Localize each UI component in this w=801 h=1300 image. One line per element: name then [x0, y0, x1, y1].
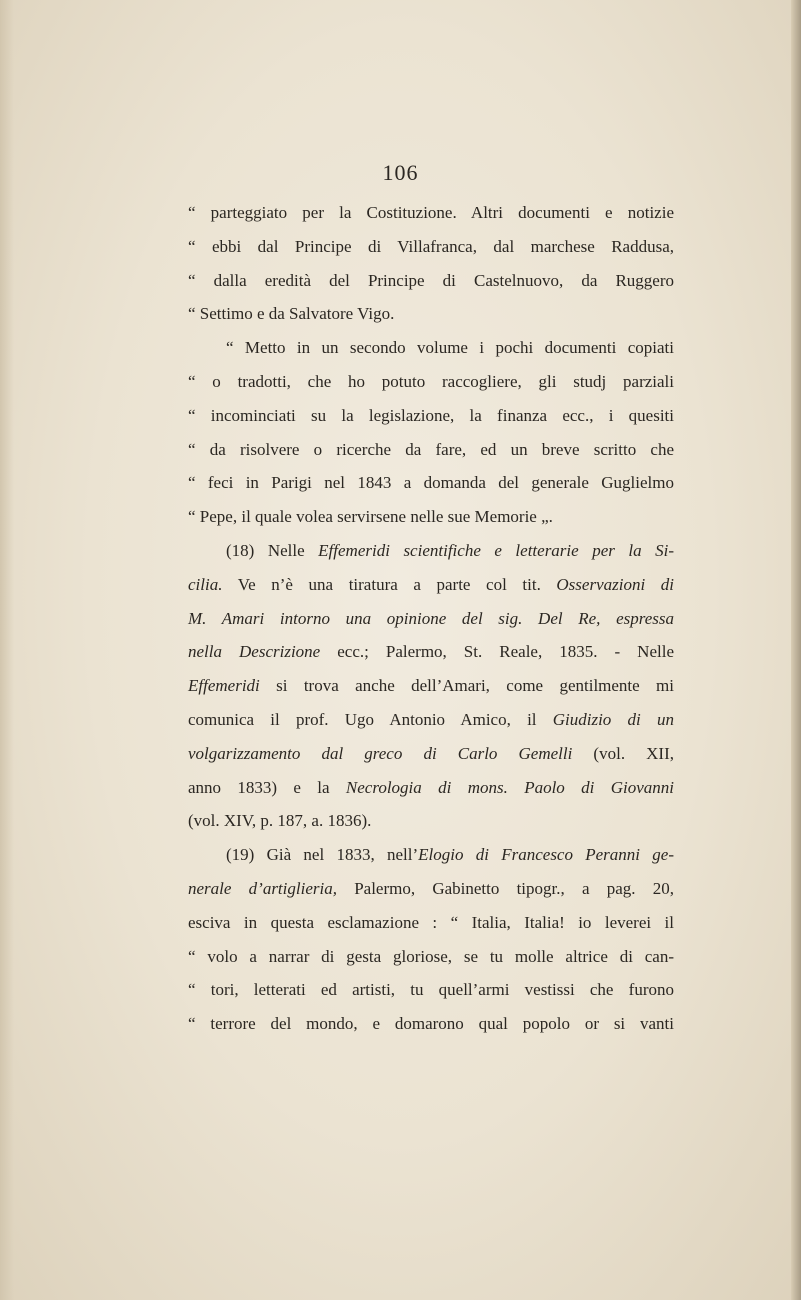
text-line	[188, 500, 674, 534]
italic-text: nella Descrizione	[188, 642, 321, 662]
text-line	[188, 737, 674, 771]
text-line	[188, 906, 674, 940]
roman-text: (19) Già nel 1833, nell’	[226, 845, 419, 865]
text-line	[188, 771, 674, 805]
text-line	[188, 331, 674, 365]
text-line	[188, 534, 674, 568]
text-line	[188, 433, 674, 467]
text-line	[188, 872, 674, 906]
roman-text: Palermo, Gabinetto tipogr., a pag. 20,	[336, 878, 675, 898]
italic-text: cilia.	[188, 574, 223, 594]
text-line	[188, 1007, 674, 1041]
text-line	[188, 568, 674, 602]
roman-text: “ dalla eredità del Principe di Castelnuovo, da Ruggero	[188, 270, 674, 290]
text-line	[188, 940, 674, 974]
italic-text: Effemeridi	[188, 676, 260, 696]
roman-text: “ da risolvere o ricerche da fare, ed un breve scritto che	[188, 439, 674, 459]
roman-text: “ Settimo e da Salvatore Vigo.	[188, 304, 395, 324]
roman-text: (vol. XIV, p. 187, a. 1836).	[188, 811, 372, 831]
text-line	[188, 669, 674, 703]
text-line	[188, 635, 674, 669]
text-line	[188, 230, 674, 264]
italic-text: Giudizio di un	[552, 709, 674, 729]
text-line	[188, 196, 674, 230]
roman-text: “ ebbi dal Principe di Villafranca, dal marchese Raddusa,	[188, 236, 674, 256]
italic-text: Elogio di Francesco Peranni ge-	[418, 845, 674, 865]
roman-text: “ incominciati su la legislazione, la finanza ecc., i quesiti	[188, 405, 674, 425]
text-line	[188, 466, 674, 500]
roman-text: (18) Nelle	[226, 540, 319, 560]
italic-text: Osservazioni di	[556, 574, 674, 594]
roman-text: “ o tradotti, che ho potuto raccogliere, gli studj parziali	[188, 371, 674, 391]
roman-text: esciva in questa esclamazione : “ Italia, Italia! io leverei il	[188, 912, 674, 932]
italic-text: nerale d’artiglieria,	[188, 878, 337, 898]
roman-text: “ feci in Parigi nel 1843 a domanda del generale Guglielmo	[188, 473, 674, 493]
roman-text: si trova anche dell’Amari, come gentilmente mi	[259, 676, 674, 696]
roman-text: “ volo a narrar di gesta gloriose, se tu molle altrice di can-	[188, 946, 674, 966]
text-line	[188, 365, 674, 399]
roman-text: anno 1833) e la	[188, 777, 346, 797]
italic-text: volgarizzamento dal greco di Carlo Gemelli	[188, 743, 573, 763]
page-right-edge-shadow	[791, 0, 801, 1300]
roman-text: “ parteggiato per la Costituzione. Altri documenti e notizie	[188, 203, 674, 222]
text-line	[188, 602, 674, 636]
roman-text: “ Metto in un secondo volume i pochi documenti copiati	[226, 338, 674, 358]
text-line	[188, 297, 674, 331]
roman-text: Ve n’è una tiratura a parte col tit.	[222, 574, 557, 594]
text-line	[188, 399, 674, 433]
text-line	[188, 703, 674, 737]
roman-text: comunica il prof. Ugo Antonio Amico, il	[188, 709, 553, 729]
text-line	[188, 838, 674, 872]
page-number: 106	[382, 160, 419, 185]
text-line	[188, 973, 674, 1007]
italic-text: Effemeridi scientifiche e letterarie per la Si-	[318, 540, 675, 560]
italic-text: Necrologia di mons. Paolo di Giovanni	[345, 777, 674, 797]
roman-text: ecc.; Palermo, St. Reale, 1835. - Nelle	[320, 642, 674, 662]
roman-text: (vol. XII,	[572, 743, 675, 763]
roman-text: “ terrore del mondo, e domarono qual popolo or si vanti	[188, 1014, 674, 1034]
italic-text: M. Amari intorno una opinione del sig. Del Re, espressa	[188, 608, 674, 628]
roman-text: “ Pepe, il quale volea servirsene nelle sue Memorie „.	[188, 507, 553, 527]
text-line	[188, 804, 674, 838]
text-line	[188, 264, 674, 298]
page-left-edge-shadow	[0, 0, 14, 1300]
roman-text: “ tori, letterati ed artisti, tu quell’armi vestissi che furono	[188, 980, 674, 1000]
body-text	[188, 196, 674, 1041]
